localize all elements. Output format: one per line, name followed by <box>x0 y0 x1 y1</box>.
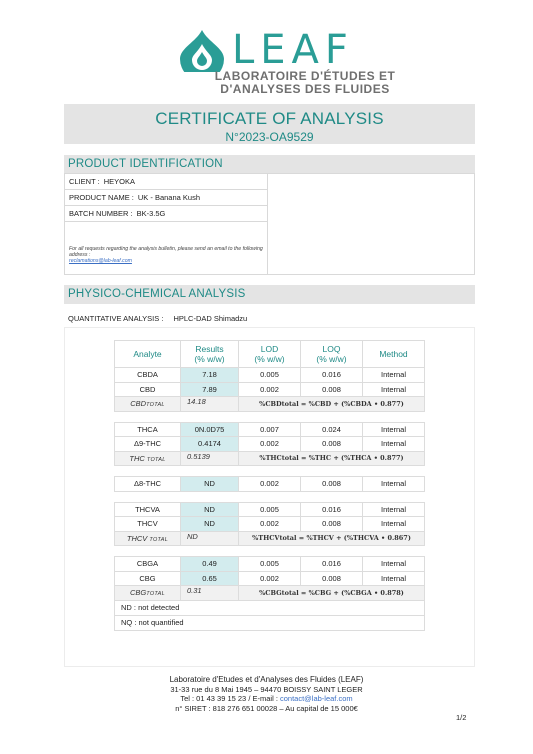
certificate-title: CERTIFICATE OF ANALYSIS <box>155 109 384 128</box>
method-cell: Internal <box>363 368 425 383</box>
analyte-cell: CBGA <box>115 557 181 572</box>
total-formula-cell: %THCVtotal = %THCV + (%THCVA • 0.867) <box>239 531 425 546</box>
header-analyte: Analyte <box>115 341 181 368</box>
result-cell: ND <box>181 477 239 492</box>
product-name-label: PRODUCT NAME : <box>69 193 134 202</box>
batch-number-value: BK-3.5G <box>136 209 166 218</box>
logo-wordmark: LEAF <box>232 27 354 73</box>
analyte-cell: Δ9-THC <box>115 437 181 452</box>
loq-cell: 0.016 <box>301 368 363 383</box>
method-cell: Internal <box>363 517 425 532</box>
table-row <box>115 382 425 397</box>
result-cell: ND <box>181 502 239 517</box>
physico-chemical-heading: PHYSICO-CHEMICAL ANALYSIS <box>64 285 475 304</box>
product-identification-box <box>64 173 475 275</box>
analyte-cell: Δ8-THC <box>115 477 181 492</box>
header-method: Method <box>363 341 425 368</box>
footer-email-link[interactable]: contact@lab-leaf.com <box>280 694 353 703</box>
certificate-number: N°2023-OA9529 <box>225 130 314 144</box>
analyte-cell: CBDA <box>115 368 181 383</box>
table-row <box>115 437 425 452</box>
method-cell: Internal <box>363 557 425 572</box>
analyte-cell: CBD <box>115 382 181 397</box>
table-spacer-row <box>115 491 425 502</box>
quantitative-analysis-label: QUANTITATIVE ANALYSIS : <box>68 314 164 323</box>
lod-cell: 0.002 <box>239 437 301 452</box>
footer-address: 31-33 rue du 8 Mai 1945 – 94470 BOISSY SAINT LEGER <box>170 684 363 694</box>
loq-cell: 0.024 <box>301 422 363 437</box>
batch-number-row <box>65 206 267 222</box>
lod-cell: 0.002 <box>239 382 301 397</box>
method-cell: Internal <box>363 437 425 452</box>
product-name-value: UK - Banana Kush <box>137 193 200 202</box>
total-row <box>115 586 425 601</box>
legend-row-nq <box>115 615 425 630</box>
legend-nq: NQ : not quantified <box>115 615 425 630</box>
page-footer <box>0 675 533 713</box>
batch-number-label: BATCH NUMBER : <box>69 209 133 218</box>
logo-subtitle-line1: LABORATOIRE D'ÉTUDES ET <box>214 69 396 83</box>
lab-logo <box>0 26 533 96</box>
lod-cell: 0.005 <box>239 557 301 572</box>
client-value: HEYOKA <box>103 177 135 186</box>
client-label: CLIENT : <box>69 177 100 186</box>
table-row <box>115 422 425 437</box>
total-result-cell: 14.18 <box>181 397 239 412</box>
loq-cell: 0.008 <box>301 382 363 397</box>
total-analyte-cell: CBGTOTAL <box>115 586 181 601</box>
product-name-row <box>65 190 267 206</box>
table-spacer-row <box>115 411 425 422</box>
header-results: Results (% w/w) <box>181 341 239 368</box>
lod-cell: 0.002 <box>239 571 301 586</box>
method-cell: Internal <box>363 477 425 492</box>
product-identification-heading: PRODUCT IDENTIFICATION <box>64 155 475 174</box>
table-row <box>115 368 425 383</box>
footer-siret: n° SIRET : 818 276 651 00028 – Au capital de 15 000€ <box>175 703 358 713</box>
total-row <box>115 531 425 546</box>
claims-email-link[interactable]: reclamations@lab-leaf.com <box>69 258 132 265</box>
table-spacer-row <box>115 546 425 557</box>
legend-row-nd <box>115 600 425 615</box>
loq-cell: 0.008 <box>301 571 363 586</box>
result-cell: 7.89 <box>181 382 239 397</box>
total-analyte-cell: THCV TOTAL <box>115 531 181 546</box>
total-formula-cell: %CBGtotal = %CBG + (%CBGA • 0.878) <box>239 586 425 601</box>
loq-cell: 0.008 <box>301 437 363 452</box>
table-row <box>115 557 425 572</box>
total-formula-cell: %CBDtotal = %CBD + (%CBDA • 0.877) <box>239 397 425 412</box>
total-analyte-cell: CBDTOTAL <box>115 397 181 412</box>
lod-cell: 0.002 <box>239 477 301 492</box>
table-row <box>115 571 425 586</box>
result-cell: 0N.0D75 <box>181 422 239 437</box>
method-cell: Internal <box>363 571 425 586</box>
claims-note-text: For all requests regarding the analysis bulletin, please send an email to the following address : <box>69 246 263 259</box>
lod-cell: 0.007 <box>239 422 301 437</box>
page-number: 1/2 <box>456 713 467 722</box>
loq-cell: 0.016 <box>301 502 363 517</box>
loq-cell: 0.016 <box>301 557 363 572</box>
result-cell: 0.4174 <box>181 437 239 452</box>
method-cell: Internal <box>363 422 425 437</box>
total-result-cell: 0.5139 <box>181 451 239 466</box>
quantitative-analysis-value: HPLC-DAD Shimadzu <box>173 314 248 323</box>
client-row <box>65 174 267 190</box>
footer-contact: Tel : 01 43 39 15 23 / E-mail : contact@lab-leaf.com <box>180 694 353 703</box>
table-row <box>115 502 425 517</box>
result-cell: ND <box>181 517 239 532</box>
footer-lab-name: Laboratoire d'Etudes et d'Analyses des Fluides (LEAF) <box>169 675 364 684</box>
header-lod: LOD (% w/w) <box>239 341 301 368</box>
total-analyte-cell: THC TOTAL <box>115 451 181 466</box>
total-result-cell: ND <box>181 531 239 546</box>
results-table <box>114 340 425 631</box>
total-formula-cell: %THCtotal = %THC + (%THCA • 0.877) <box>239 451 425 466</box>
leaf-drop-logo-icon <box>178 28 226 72</box>
lod-cell: 0.005 <box>239 502 301 517</box>
table-spacer-row <box>115 466 425 477</box>
result-cell: 0.65 <box>181 571 239 586</box>
table-row <box>115 477 425 492</box>
analyte-cell: THCA <box>115 422 181 437</box>
lod-cell: 0.005 <box>239 368 301 383</box>
loq-cell: 0.008 <box>301 517 363 532</box>
analyte-cell: CBG <box>115 571 181 586</box>
analyte-cell: THCV <box>115 517 181 532</box>
method-cell: Internal <box>363 502 425 517</box>
quantitative-analysis-line <box>68 314 247 323</box>
header-loq: LOQ (% w/w) <box>301 341 363 368</box>
total-row <box>115 397 425 412</box>
logo-subtitle-line2: D'ANALYSES DES FLUIDES <box>220 82 390 96</box>
analyte-cell: THCVA <box>115 502 181 517</box>
certificate-title-banner <box>64 104 475 144</box>
table-header-row <box>115 341 425 368</box>
product-identification-fields <box>65 174 268 274</box>
lod-cell: 0.002 <box>239 517 301 532</box>
table-row <box>115 517 425 532</box>
claims-note <box>69 246 265 265</box>
method-cell: Internal <box>363 382 425 397</box>
loq-cell: 0.008 <box>301 477 363 492</box>
total-result-cell: 0.31 <box>181 586 239 601</box>
result-cell: 7.18 <box>181 368 239 383</box>
legend-nd: ND : not detected <box>115 600 425 615</box>
result-cell: 0.49 <box>181 557 239 572</box>
total-row <box>115 451 425 466</box>
